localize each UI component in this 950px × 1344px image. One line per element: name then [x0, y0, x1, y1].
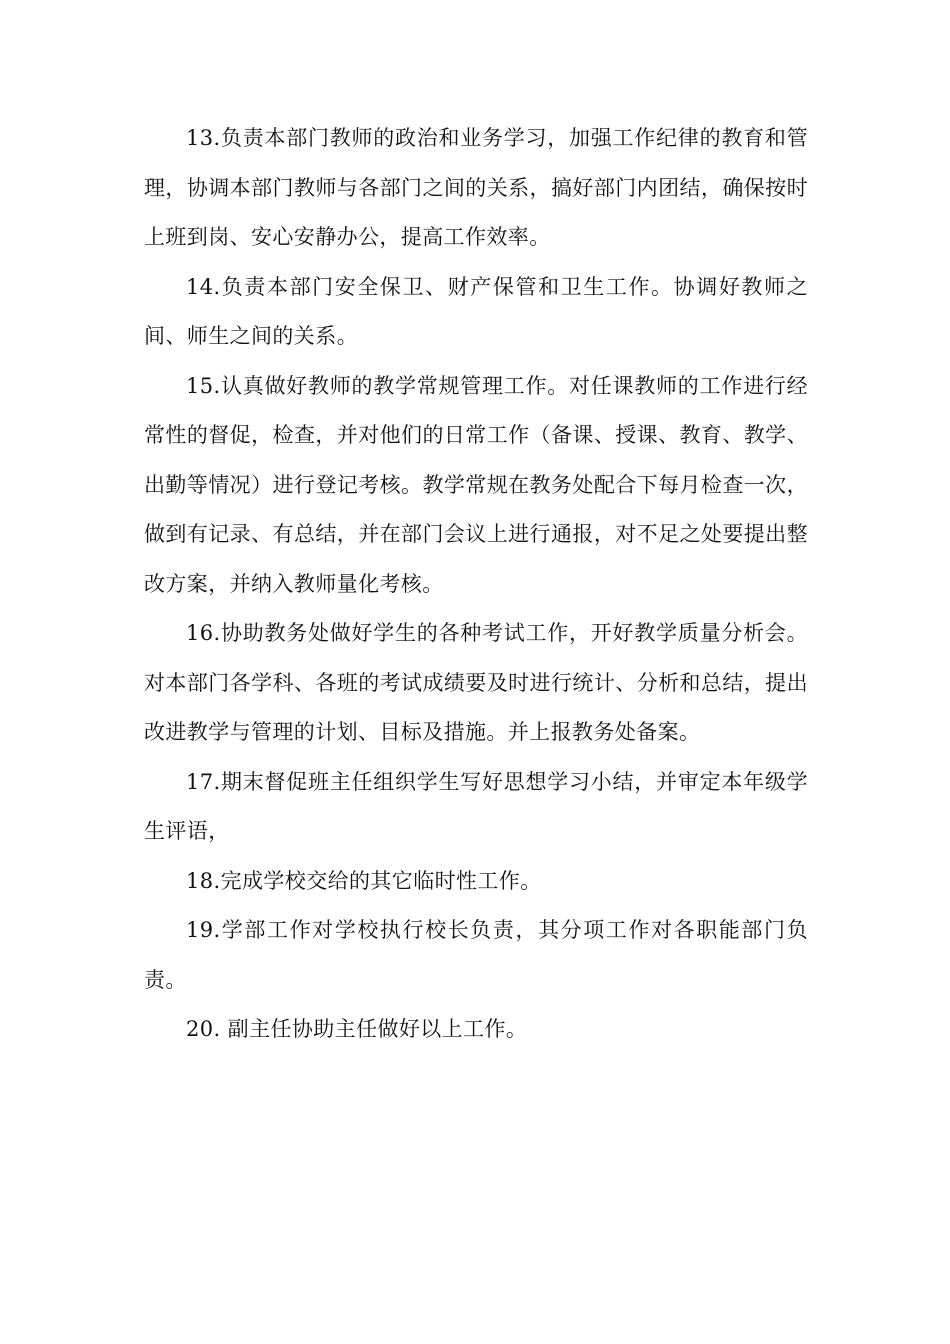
document-body	[144, 114, 808, 1055]
paragraph-19: 19.学部工作对学校执行校长负责，其分项工作对各职能部门负责。	[144, 918, 808, 992]
paragraph-18: 18.完成学校交给的其它临时性工作。	[186, 868, 542, 893]
paragraph-17: 17.期末督促班主任组织学生写好思想学习小结，并审定本年级学生评语，	[144, 769, 808, 843]
paragraph-15: 15.认真做好教师的教学常规管理工作。对任课教师的工作进行经常性的督促，检查，并对他们的日常工作（备课、授课、教育、教学、出勤等情况）进行登记考核。教学常规在教务处配合下每月检查一次，做到有记录、有总结，并在部门会议上进行通报，对不足之处要提出整改方案，并纳入教师量化考核。	[144, 373, 808, 596]
paragraph-14: 14.负责本部门安全保卫、财产保管和卫生工作。协调好教师之间、师生之间的关系。	[144, 274, 808, 348]
paragraph-13: 13.负责本部门教师的政治和业务学习，加强工作纪律的教育和管理，协调本部门教师与各部门之间的关系，搞好部门内团结，确保按时上班到岗、安心安静办公，提高工作效率。	[144, 126, 808, 249]
paragraph-20: 20. 副主任协助主任做好以上工作。	[186, 1017, 528, 1041]
paragraph-16: 16.协助教务处做好学生的各种考试工作，开好教学质量分析会。对本部门各学科、各班的考试成绩要及时进行统计、分析和总结，提出改进教学与管理的计划、目标及措施。并上报教务处备案。	[144, 621, 808, 744]
